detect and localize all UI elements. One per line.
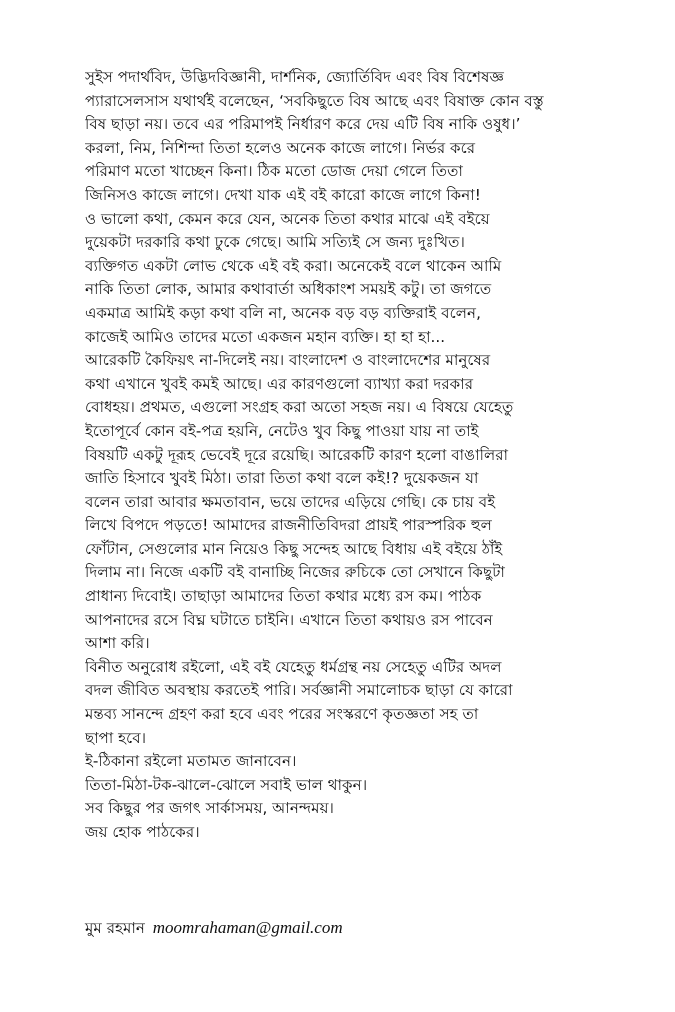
text-line: ইতোপূর্বে কোন বই-পত্র হয়নি, নেটেও খুব কিছু পাওয়া যায় না তাই <box>85 421 479 440</box>
text-line: বিনীত অনুরোধ রইলো, এই বই যেহেতু ধর্মগ্রন্থ নয় সেহেতু এটির অদল <box>85 657 502 676</box>
text-line: বলেন তারা আবার ক্ষমতাবান, ভয়ে তাদের এড়িয়ে গেছি। কে চায় বই <box>85 492 496 511</box>
text-line: জাতি হিসাবে খুবই মিঠা। তারা তিতা কথা বলে কই!? দুয়েকজন যা <box>85 469 479 488</box>
text-line: দিলাম না। নিজে একটি বই বানাচ্ছি নিজের রুচিকে তো সেখানে কিছুটা <box>85 563 505 582</box>
author-name: মুম রহমান <box>85 919 145 937</box>
document-body <box>85 66 645 845</box>
text-line: বিষয়টি একটু দূরূহ ভেবেই দূরে রয়েছি। আরেকটি কারণ হলো বাঙালিরা <box>85 445 509 464</box>
text-line: ও ভালো কথা, কেমন করে যেন, অনেক তিতা কথার মাঝে এই বইয়ে <box>85 209 490 228</box>
text-line: ই-ঠিকানা রইলো মতামত জানাবেন। <box>85 752 297 771</box>
text-line: দুয়েকটা দরকারি কথা ঢুকে গেছে। আমি সত্যিই সে জন্য দুঃখিত। <box>85 233 465 252</box>
text-line: আরেকটি কৈফিয়ৎ না-দিলেই নয়। বাংলাদেশ ও বাংলাদেশের মানুষের <box>85 351 491 370</box>
text-line: করলা, নিম, নিশিন্দা তিতা হলেও অনেক কাজে লাগে। নির্ভর করে <box>85 138 476 157</box>
text-line: আপনাদের রসে বিঘ্ন ঘটাতে চাইনি। এখানে তিতা কথায়ও রস পাবেন <box>85 610 493 629</box>
text-line: আশা করি। <box>85 634 150 653</box>
text-line: জিনিসও কাজে লাগে। দেখা যাক এই বই কারো কাজে লাগে কিনা! <box>85 185 481 204</box>
text-line: মন্তব্য সানন্দে গ্রহণ করা হবে এবং পরের সংস্করণে কৃতজ্ঞতা সহ তা <box>85 705 479 724</box>
text-line: লিখে বিপদে পড়তে! আমাদের রাজনীতিবিদরা প্রায়ই পারস্পরিক হুল <box>85 516 492 535</box>
text-line: বিষ ছাড়া নয়। তবে এর পরিমাপই নির্ধারণ করে দেয় এটি বিষ নাকি ওষুধ।’ <box>85 115 521 134</box>
text-line: বোধহয়। প্রথমত, এগুলো সংগ্রহ করা অতো সহজ নয়। এ বিষয়ে যেহেতু <box>85 398 514 417</box>
text-line: একমাত্র আমিই কড়া কথা বলি না, অনেক বড় বড় ব্যক্তিরাই বলেন, <box>85 303 481 322</box>
text-line: ছাপা হবে। <box>85 728 147 747</box>
text-line: সব কিছুর পর জগৎ সার্কাসময়, আনন্দময়। <box>85 799 334 818</box>
text-line: বদল জীবিত অবস্থায় করতেই পারি। সর্বজ্ঞানী সমালোচক ছাড়া যে কারো <box>85 681 513 700</box>
signature <box>85 916 645 941</box>
text-line: ফোঁটান, সেগুলোর মান নিয়েও কিছু সন্দেহ আছে বিধায় এই বইয়ে ঠাঁই <box>85 539 503 558</box>
text-line: তিতা-মিঠা-টক-ঝালে-ঝোলে সবাই ভাল থাকুন। <box>85 775 368 794</box>
text-line: প্যারাসেলসাস যথার্থই বলেছেন, ‘সবকিছুতে বিষ আছে এবং বিষাক্ত কোন বস্তু <box>85 91 544 110</box>
text-line: কাজেই আমিও তাদের মতো একজন মহান ব্যক্তি। হা হা হা... <box>85 327 446 346</box>
text-line: প্রাধান্য দিবোই। তাছাড়া আমাদের তিতা কথার মধ্যে রস কম। পাঠক <box>85 587 482 606</box>
text-line: ব্যক্তিগত একটা লোভ থেকে এই বই করা। অনেকেই বলে থাকেন আমি <box>85 256 502 275</box>
text-line: সুইস পদার্থবিদ, উদ্ভিদবিজ্ঞানী, দার্শনিক, জ্যোর্তিবিদ এবং বিষ বিশেষজ্ঞ <box>85 68 505 86</box>
author-email: moomrahaman@gmail.com <box>152 918 343 937</box>
text-line: কথা এখানে খুবই কমই আছে। এর কারণগুলো ব্যাখ্যা করা দরকার <box>85 374 474 393</box>
text-line: পরিমাণ মতো খাচ্ছেন কিনা। ঠিক মতো ডোজ দেয়া গেলে তিতা <box>85 162 463 181</box>
text-line: জয় হোক পাঠকের। <box>85 823 200 841</box>
text-line: নাকি তিতা লোক, আমার কথাবার্তা অধিকাংশ সময়ই কটু। তা জগতে <box>85 280 492 299</box>
